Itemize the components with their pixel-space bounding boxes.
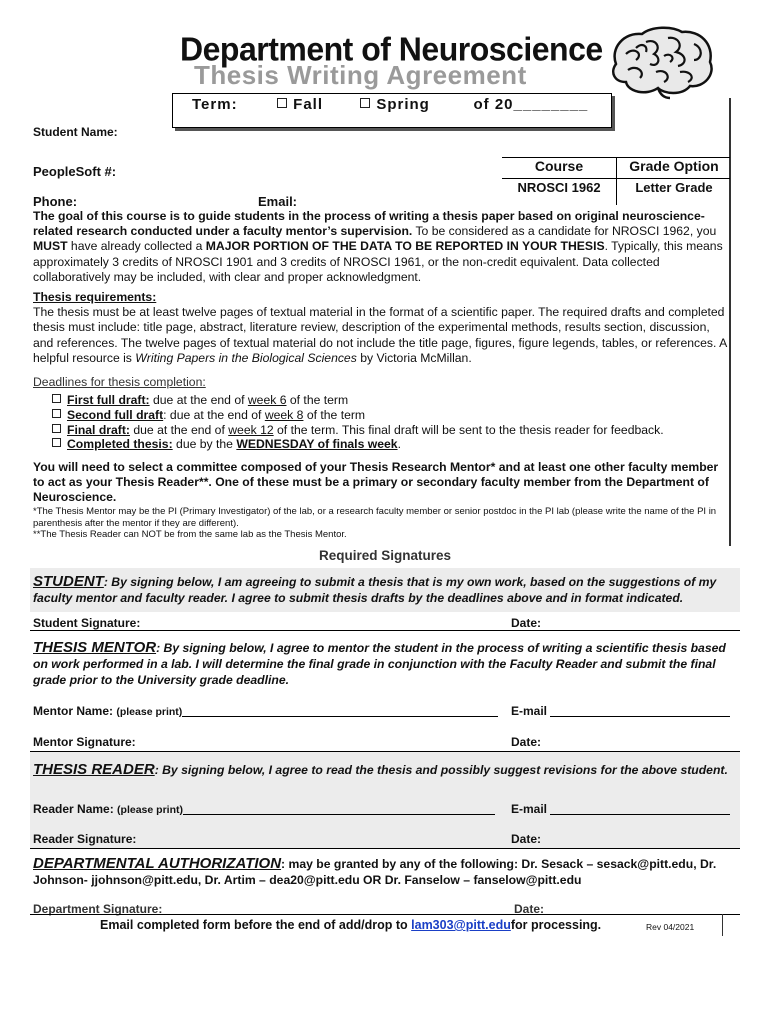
peoplesoft-field[interactable]: PeopleSoft #: bbox=[33, 164, 117, 179]
term-row bbox=[192, 96, 588, 113]
goal-paragraph: The goal of this course is to guide students in the process of writing a thesis paper based on original neuroscience-related research conducted under a faculty mentor’s supervision. To be considered as a candidate for NROSCI 1962, you MUST have already collected a MAJOR PORTION OF THE DATA TO BE REPORTED IN YOUR THESIS. Typically, this means approximately 3 credits of NROSCI 1901 and 3 credits of NROSCI 1961, or the non-credit equivalent. Data collected collaboratively may be included, with clear and proper acknowledgment. bbox=[33, 209, 723, 284]
student-signature-field[interactable]: Student Signature: bbox=[33, 616, 141, 630]
reader-section: THESIS READER: By signing below, I agree to read the thesis and possibly suggest revisions for the above student. bbox=[33, 761, 728, 778]
course-value: NROSCI 1962 bbox=[517, 180, 601, 195]
deadline-first-draft: First full draft: due at the end of week 6 of the term bbox=[52, 393, 664, 408]
student-date-field[interactable]: Date: bbox=[511, 616, 542, 630]
reader-date-field[interactable]: Date: bbox=[511, 832, 542, 846]
brain-icon bbox=[606, 24, 718, 100]
grade-option-header: Grade Option bbox=[629, 158, 719, 174]
deadline-completed-thesis: Completed thesis: due by the WEDNESDAY of finals week. bbox=[52, 437, 664, 452]
department-date-field[interactable]: Date: bbox=[514, 902, 545, 916]
term-label: Term: bbox=[192, 96, 238, 113]
departmental-section: DEPARTMENTAL AUTHORIZATION: may be granted by any of the following: Dr. Sesack – sesack@pitt.edu, Dr. Johnson- jjohnson@pitt.edu, Dr. Artim – dea20@pitt.edu OR Dr. Fanselow – fanselow@pitt.edu bbox=[33, 855, 717, 887]
deadline-final-draft: Final draft: due at the end of week 12 of the term. This final draft will be sent to the thesis reader for feedback. bbox=[52, 423, 664, 438]
requirements-section bbox=[33, 290, 733, 366]
fall-checkbox[interactable]: Fall bbox=[277, 96, 355, 113]
committee-text: You will need to select a committee composed of your Thesis Research Mentor* and at least one other faculty member to act as your Thesis Reader**. One of these must be a primary or secondary faculty member from the Department of Neuroscience. bbox=[33, 460, 719, 505]
deadline-list bbox=[52, 393, 664, 452]
grade-option-value: Letter Grade bbox=[635, 180, 713, 195]
submission-email-link[interactable]: lam303@pitt.edu bbox=[411, 918, 511, 932]
deadlines-heading: Deadlines for thesis completion: bbox=[33, 375, 206, 389]
committee-note-reader: **The Thesis Reader can NOT be from the same lab as the Thesis Mentor. bbox=[33, 529, 347, 540]
email-field[interactable]: Email: bbox=[258, 194, 298, 209]
mentor-name-field[interactable]: Mentor Name: (please print) bbox=[33, 704, 498, 718]
department-signature-field[interactable]: Department Signature: bbox=[33, 902, 163, 916]
reader-signature-field[interactable]: Reader Signature: bbox=[33, 832, 137, 846]
footer-instructions: Email completed form before the end of add/drop to lam303@pitt.edufor processing. bbox=[100, 918, 602, 932]
student-section: STUDENT: By signing below, I am agreeing to submit a thesis that is my own work, based on the suggestions of my faculty mentor and faculty reader. I agree to submit thesis drafts by the deadlines above and in format indicated. bbox=[33, 573, 717, 605]
student-name-field[interactable]: Student Name: bbox=[33, 125, 118, 139]
revision-label: Rev 04/2021 bbox=[646, 922, 695, 932]
reader-name-field[interactable]: Reader Name: (please print) bbox=[33, 802, 495, 816]
mentor-date-field[interactable]: Date: bbox=[511, 735, 542, 749]
requirements-text: The thesis must be at least twelve pages of textual material in the format of a scientific paper. The required drafts and completed thesis must include: title page, abstract, literature review, description of the experimental methods, results section, discussion, and references. The twelve pages of textual material do not include the title page, figures, figure legends, tables, or references. A helpful resource is Writing Papers in the Biological Sciences by Victoria McMillan. bbox=[33, 305, 727, 365]
department-title: Department of Neuroscience bbox=[180, 30, 603, 68]
course-table bbox=[502, 157, 730, 205]
course-header: Course bbox=[534, 158, 584, 174]
mentor-signature-field[interactable]: Mentor Signature: bbox=[33, 735, 136, 749]
phone-field[interactable]: Phone: bbox=[33, 194, 78, 209]
spring-checkbox[interactable]: Spring bbox=[360, 96, 468, 113]
mentor-email-field[interactable]: E-mail bbox=[511, 704, 730, 718]
committee-note-mentor: *The Thesis Mentor may be the PI (Primary Investigator) of the lab, or a research faculty member or senior postdoc in the PI lab (please write the name of the PI in parenthesis after the mentor if they are different). bbox=[33, 506, 717, 529]
form-subtitle: Thesis Writing Agreement bbox=[194, 60, 527, 90]
signatures-heading: Required Signatures bbox=[318, 548, 452, 563]
deadline-second-draft: Second full draft: due at the end of week 8 of the term bbox=[52, 408, 664, 423]
requirements-heading: Thesis requirements: bbox=[33, 290, 157, 304]
mentor-section: THESIS MENTOR: By signing below, I agree to mentor the student in the process of writing a scientific thesis based on work performed in a lab. I will determine the final grade in conjunction with the Faculty Reader and submit the final grade prior to the University grade deadline. bbox=[33, 639, 726, 687]
term-year-field[interactable]: of 20________ bbox=[473, 96, 589, 113]
reader-email-field[interactable]: E-mail bbox=[511, 802, 730, 816]
